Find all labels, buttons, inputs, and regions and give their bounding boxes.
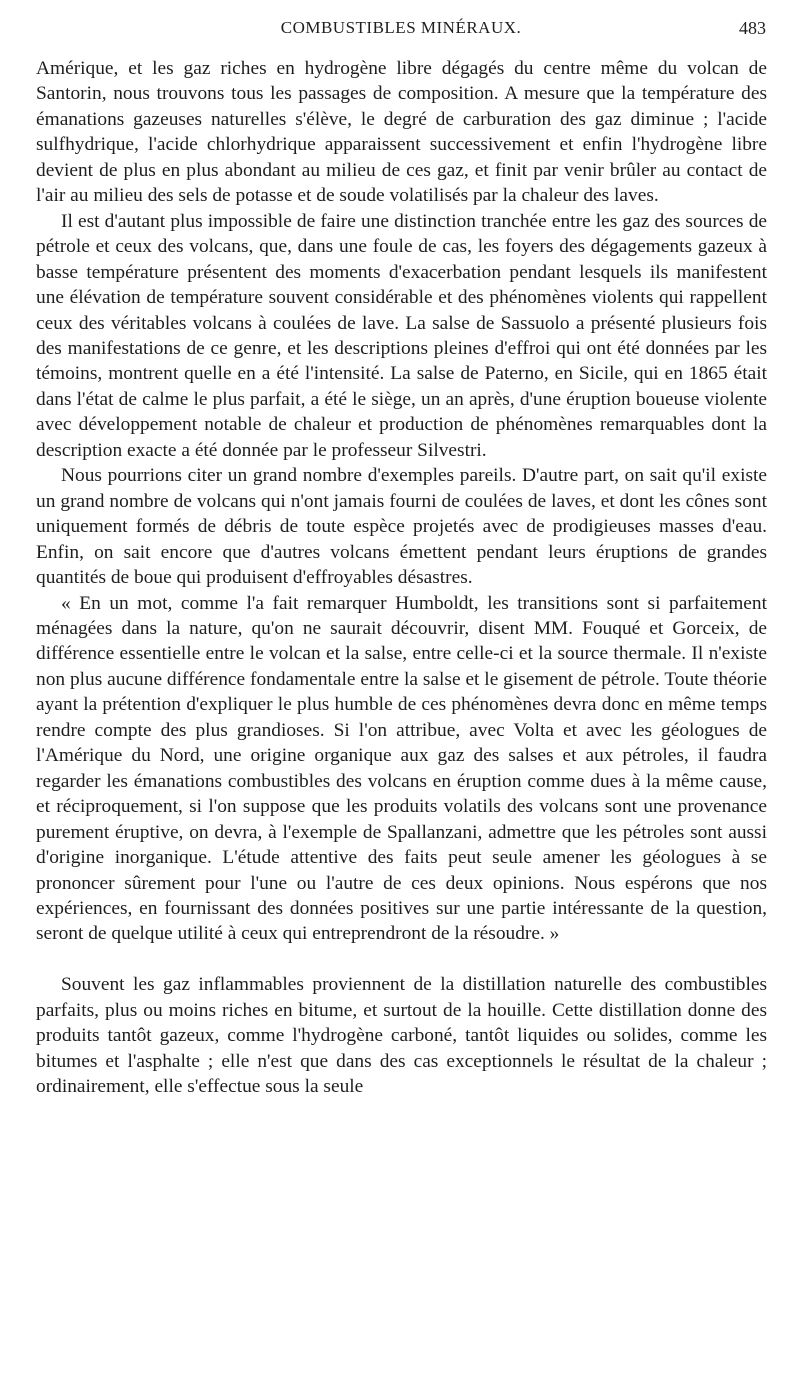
paragraph-exemples: Nous pourrions citer un grand nombre d'exemples pareils. D'autre part, on sait qu'il existe un grand nombre de volcans qui n'ont jamais fourni de coulées de laves, et dont les cônes sont uniquement formés de débris de toute espèce projetés avec de prodigieuses masses d'eau. Enfin, on sait encore que d'autres volcans émettent pendant leurs éruptions de grandes quantités de boue qui produisent d'effroyables désastres. xyxy=(36,465,767,589)
paragraph-santorin: Amérique, et les gaz riches en hydrogène libre dégagés du centre même du volcan de Santorin, nous trouvons tous les passages de composition. A mesure que la température des émanations gazeuses naturelles s'élève, le degré de carburation des gaz diminue ; l'acide sulfhydrique, l'acide chlorhydrique apparaissent successivement et enfin l'hydrogène libre devient de plus en plus abondant au milieu de ces gaz, et finit par venir brûler au contact de l'air au milieu des sels de potasse et de soude volatilisés par la chaleur des laves. xyxy=(36,58,767,207)
running-head xyxy=(36,12,766,42)
page-number: 483 xyxy=(739,18,766,38)
running-title: COMBUSTIBLES MINÉRAUX. xyxy=(280,18,522,37)
paragraph-distinction: Il est d'autant plus impossible de faire une distinction tranchée entre les gaz des sources de pétrole et ceux des volcans, que, dans une foule de cas, les foyers des dégagements gazeux à basse température présentent des moments d'exacerbation pendant lesquels ils manifestent une élévation de température souvent considérable et des phénomènes violents qui rappellent ceux des véritables volcans à coulées de lave. La salse de Sassuolo a présenté plusieurs fois des manifestations de ce genre, et les descriptions pleines d'effroi qui ont été données par les témoins, montrent quelle en a été l'intensité. La salse de Paterno, en Sicile, qui en 1865 était dans l'état de calme le plus parfait, a été le siège, un an après, d'une éruption boueuse violente avec développement notable de chaleur et production de phénomènes remarquables dont la description exacte a été donnée par le professeur Silvestri. xyxy=(36,210,767,461)
body-text xyxy=(36,56,767,1100)
paragraph-distillation: Souvent les gaz inflammables proviennent de la distillation naturelle des combustibles parfaits, plus ou moins riches en bitume, et surtout de la houille. Cette distillation donne des produits tantôt gazeux, comme l'hydrogène carboné, tantôt liquides ou solides, comme les bitumes et l'asphalte ; elle n'est que dans des cas exceptionnels le résultat de la chaleur ; ordinairement, elle s'effectue sous la seule xyxy=(36,974,767,1098)
paragraph-humboldt-quote: « En un mot, comme l'a fait remarquer Humboldt, les transitions sont si parfaitement ménagées dans la nature, qu'on ne saurait découvrir, disent MM. Fouqué et Gorceix, de différence essentielle entre le volcan et la salse, entre celle-ci et la source thermale. Il n'existe non plus aucune différence fondamentale entre la salse et le gisement de pétrole. Toute théorie ayant la prétention d'expliquer le plus humble de ces phénomènes devra donc en même temps rendre compte des plus grandioses. Si l'on attribue, avec Volta et avec les géologues de l'Amérique du Nord, une origine organique aux gaz des salses et aux pétroles, il faudra regarder les émanations combustibles des volcans en éruption comme dues à la même cause, et réciproquement, si l'on suppose que les produits volatils des volcans sont une provenance purement éruptive, on devra, à l'exemple de Spallanzani, admettre que les pétroles sont aussi d'origine inorganique. L'étude attentive des faits peut seule amener les géologues à se prononcer sûrement pour l'une ou l'autre de ces deux opinions. Nous espérons que nos expériences, en fournissant des données positives sur une partie intéressante de la question, seront de quelque utilité à ceux qui entreprendront de la résoudre. » xyxy=(36,592,767,945)
